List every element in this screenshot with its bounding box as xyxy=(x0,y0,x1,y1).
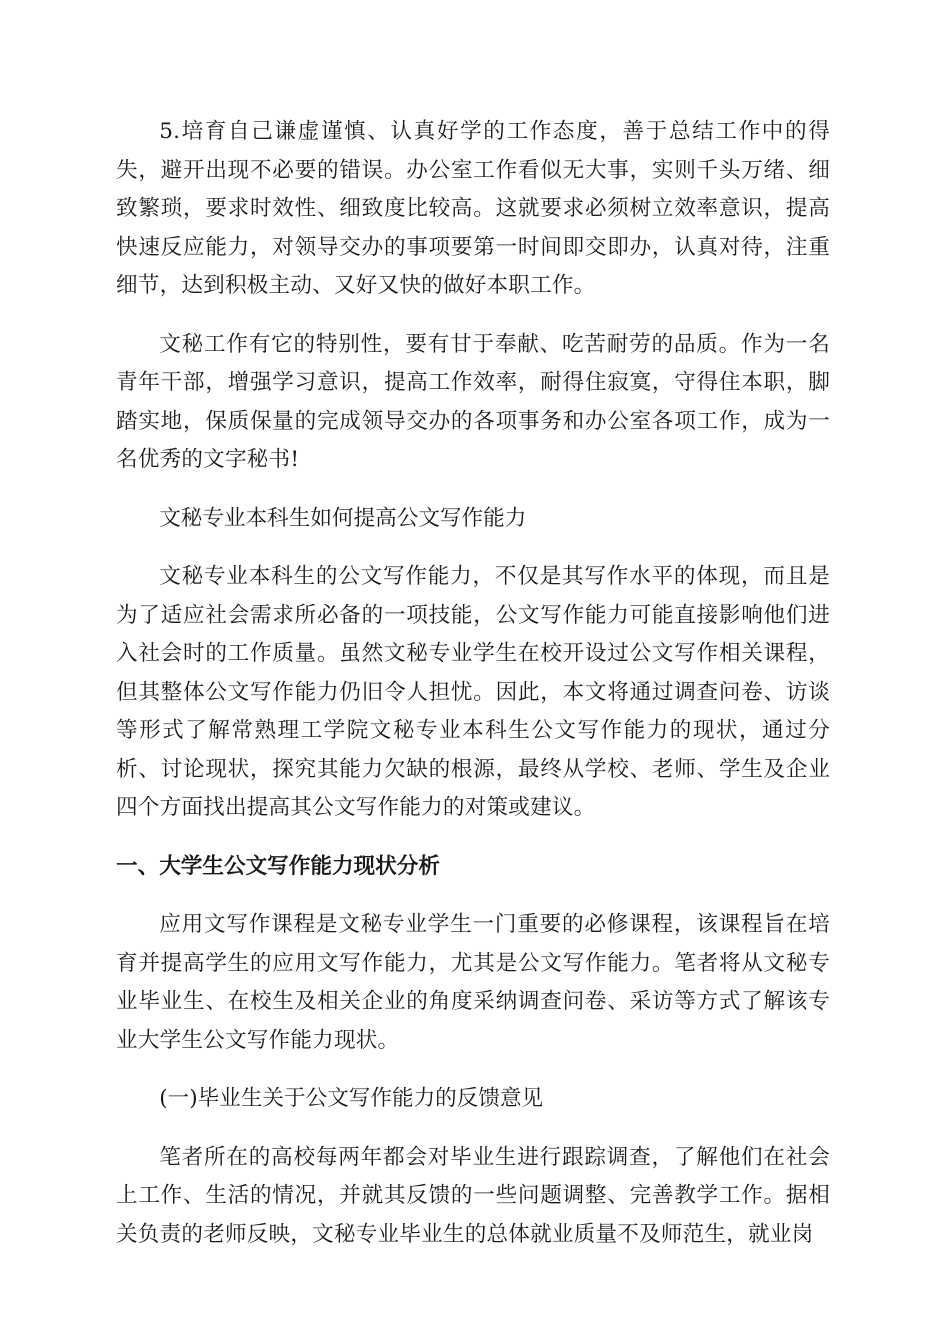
paragraph-secretary-qualities: 文秘工作有它的特别性，要有甘于奉献、吃苦耐劳的品质。作为一名青年干部，增强学习意识，提高工作效率，耐得住寂寞，守得住本职，脚踏实地，保质保量的完成领导交办的各项事务和办公室各项工作，成为一名优秀的文字秘书! xyxy=(116,331,830,472)
subsection-heading-1: (一)毕业生关于公文写作能力的反馈意见 xyxy=(159,1086,544,1111)
article-title: 文秘专业本科生如何提高公文写作能力 xyxy=(159,505,527,531)
paragraph-work-attitude: 5.培育自己谦虚谨慎、认真好学的工作态度，善于总结工作中的得失，避开出现不必要的错误。办公室工作看似无大事，实则千头万绪、细致繁琐，要求时效性、细致度比较高。这就要求必须树立效率意识，提高快速反应能力，对领导交办的事项要第一时间即交即办，认真对待，注重细节，达到积极主动、又好又快的做好本职工作。 xyxy=(116,119,830,298)
paragraph-introduction: 文秘专业本科生的公文写作能力，不仅是其写作水平的体现，而且是为了适应社会需求所必备的一项技能，公文写作能力可能直接影响他们进入社会时的工作质量。虽然文秘专业学生在校开设过公文写作相关课程，但其整体公文写作能力仍旧令人担忧。因此，本文将通过调查问卷、访谈等形式了解常熟理工学院文秘专业本科生公文写作能力的现状，通过分析、讨论现状，探究其能力欠缺的根源，最终从学校、老师、学生及企业四个方面找出提高其公文写作能力的对策或建议。 xyxy=(116,564,830,820)
paragraph-course-overview: 应用文写作课程是文秘专业学生一门重要的必修课程，该课程旨在培育并提高学生的应用文写作能力，尤其是公文写作能力。笔者将从文秘专业毕业生、在校生及相关企业的角度采纳调查问卷、采访等方式了解该专业大学生公文写作能力现状。 xyxy=(116,912,830,1053)
paragraph-graduate-survey: 笔者所在的高校每两年都会对毕业生进行跟踪调查，了解他们在社会上工作、生活的情况，并就其反馈的一些问题调整、完善教学工作。据相关负责的老师反映，文秘专业毕业生的总体就业质量不及师范生，就业岗 xyxy=(116,1144,830,1247)
section-heading-1: 一、大学生公文写作能力现状分析 xyxy=(116,853,440,879)
document-page xyxy=(116,113,830,1254)
